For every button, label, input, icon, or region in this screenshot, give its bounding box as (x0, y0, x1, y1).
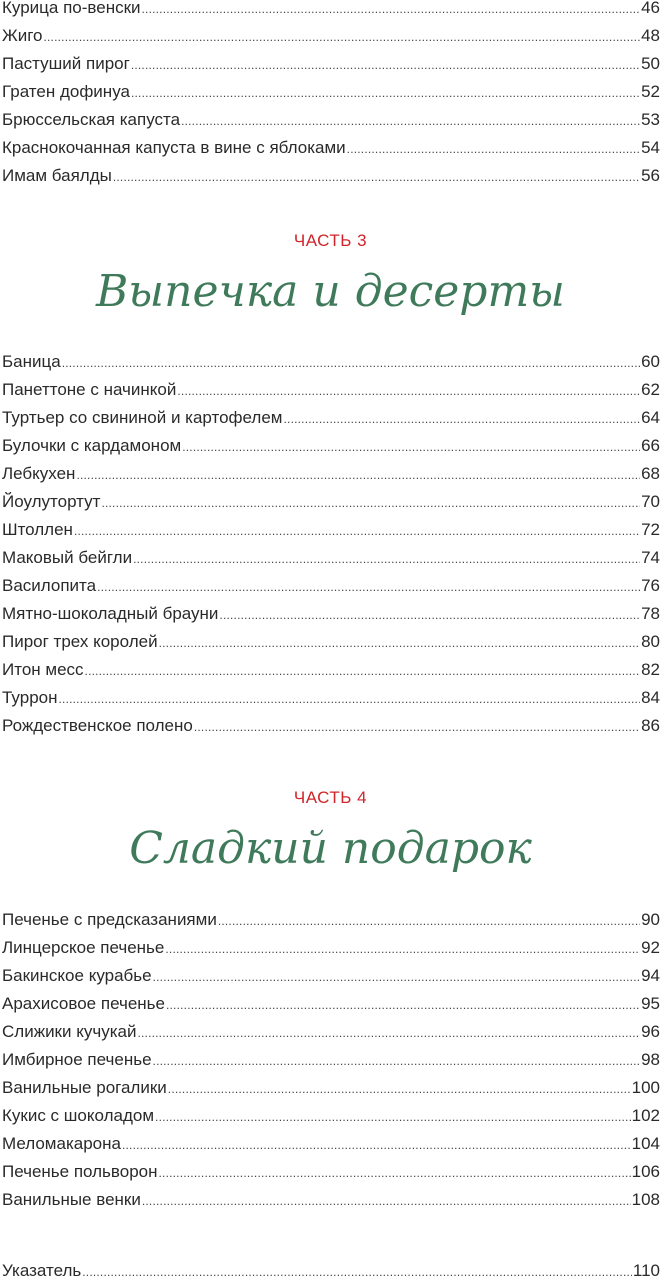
toc-entry-page: 82 (641, 660, 660, 679)
toc-entry-page: 72 (641, 520, 660, 539)
toc-entry[interactable] (2, 1158, 660, 1186)
dot-leader (284, 405, 641, 433)
toc-entry-title: Йоулутортут (2, 492, 101, 511)
toc-index (2, 1257, 660, 1285)
toc-entry-page: 48 (641, 26, 660, 45)
toc-entry-page: 98 (641, 1050, 660, 1069)
toc-entry-page: 66 (641, 436, 660, 455)
toc-entry-title: Брюссельская капуста (2, 110, 181, 129)
toc-part-3 (2, 348, 660, 740)
toc-entry[interactable] (2, 460, 660, 488)
toc-entry-title: Бакинское курабье (2, 966, 152, 985)
toc-entry[interactable] (2, 516, 660, 544)
part-3-title: Выпечка и десерты (95, 266, 566, 317)
toc-entry-title: Булочки с кардамоном (2, 436, 182, 455)
toc-entry[interactable] (2, 1186, 660, 1214)
dot-leader (219, 601, 640, 629)
toc-entry[interactable] (2, 50, 660, 78)
dot-leader (74, 517, 640, 545)
toc-entry-page: 96 (641, 1022, 660, 1041)
toc-entry-title: Пастуший пирог (2, 54, 130, 73)
toc-entry[interactable] (2, 1130, 660, 1158)
toc-entry-title: Панеттоне с начинкой (2, 380, 177, 399)
toc-entry-page: 86 (641, 716, 660, 735)
dot-leader (133, 545, 640, 573)
toc-entry-title: Слижики кучукай (2, 1022, 137, 1041)
toc-entry-title: Краснокочанная капуста в вине с яблоками (2, 138, 346, 157)
dot-leader (101, 489, 640, 517)
dot-leader (142, 1187, 631, 1215)
toc-entry[interactable] (2, 656, 660, 684)
dot-leader (137, 1019, 640, 1047)
toc-entry-page: 52 (641, 82, 660, 101)
toc-entry-title: Маковый бейгли (2, 548, 133, 567)
toc-entry-page: 104 (631, 1134, 660, 1153)
toc-entry-title: Жиго (2, 26, 43, 45)
toc-entry[interactable] (2, 1102, 660, 1130)
dot-leader (155, 1103, 631, 1131)
toc-entry-page: 74 (641, 548, 660, 567)
dot-leader (194, 713, 640, 741)
toc-entry-title: Ванильные рогалики (2, 1078, 167, 1097)
toc-entry[interactable] (2, 712, 660, 740)
toc-entry[interactable] (2, 628, 660, 656)
toc-entry[interactable] (2, 348, 660, 376)
toc-entry[interactable] (2, 962, 660, 990)
dot-leader (166, 991, 640, 1019)
part-4-title: Сладкий подарок (129, 823, 532, 874)
toc-entry-page: 46 (641, 0, 660, 17)
toc-entry-title: Гратен дофинуа (2, 82, 130, 101)
toc-entry-index[interactable] (2, 1257, 660, 1285)
dot-leader (62, 349, 640, 377)
dot-leader (82, 1258, 632, 1286)
toc-entry-page: 54 (641, 138, 660, 157)
toc-entry[interactable] (2, 990, 660, 1018)
dot-leader (122, 1131, 631, 1159)
toc-entry[interactable] (2, 600, 660, 628)
toc-entry-page: 102 (631, 1106, 660, 1125)
toc-entry[interactable] (2, 22, 660, 50)
toc-entry-title: Имам баялды (2, 166, 112, 185)
toc-entry-page: 94 (641, 966, 660, 985)
toc-entry-page: 68 (641, 464, 660, 483)
toc-entry-page: 53 (641, 110, 660, 129)
toc-entry-page: 92 (641, 938, 660, 957)
toc-entry[interactable] (2, 162, 660, 190)
toc-entry[interactable] (2, 488, 660, 516)
toc-section-top (2, 0, 660, 190)
toc-entry-page: 76 (641, 576, 660, 595)
dot-leader (142, 0, 641, 23)
toc-entry-title: Баница (2, 352, 61, 371)
toc-entry-title: Имбирное печенье (2, 1050, 152, 1069)
toc-entry-page: 64 (641, 408, 660, 427)
toc-entry-title: Линцерское печенье (2, 938, 165, 957)
toc-entry-title: Лебкухен (2, 464, 76, 483)
toc-entry[interactable] (2, 0, 660, 22)
dot-leader (347, 135, 640, 163)
toc-entry[interactable] (2, 432, 660, 460)
toc-entry-page: 108 (631, 1190, 660, 1209)
toc-entry-page: 90 (641, 910, 660, 929)
toc-entry-page: 110 (632, 1261, 660, 1280)
toc-entry[interactable] (2, 934, 660, 962)
dot-leader (182, 433, 640, 461)
toc-entry[interactable] (2, 134, 660, 162)
toc-entry[interactable] (2, 906, 660, 934)
toc-entry[interactable] (2, 684, 660, 712)
dot-leader (177, 377, 640, 405)
toc-entry-page: 95 (641, 994, 660, 1013)
toc-entry[interactable] (2, 1046, 660, 1074)
dot-leader (43, 23, 640, 51)
toc-entry-title: Печенье с предсказаниями (2, 910, 217, 929)
toc-entry-title: Кукис с шоколадом (2, 1106, 155, 1125)
toc-entry-page: 100 (631, 1078, 660, 1097)
toc-entry[interactable] (2, 106, 660, 134)
toc-entry-title: Итон месс (2, 660, 84, 679)
toc-entry-title: Рождественское полено (2, 716, 193, 735)
toc-entry-page: 106 (631, 1162, 660, 1181)
dot-leader (181, 107, 640, 135)
toc-entry-title: Меломакарона (2, 1134, 121, 1153)
dot-leader (165, 935, 640, 963)
toc-entry-title: Штоллен (2, 520, 73, 539)
toc-entry[interactable] (2, 376, 660, 404)
toc-entry[interactable] (2, 1018, 660, 1046)
toc-entry-page: 84 (641, 688, 660, 707)
toc-entry-page: 80 (641, 632, 660, 651)
part-4-label: ЧАСТЬ 4 (293, 788, 368, 807)
dot-leader (159, 629, 640, 657)
toc-entry-page: 56 (641, 166, 660, 185)
toc-entry-title: Ванильные венки (2, 1190, 141, 1209)
toc-entry-page: 62 (641, 380, 660, 399)
dot-leader (168, 1075, 631, 1103)
dot-leader (131, 51, 640, 79)
toc-entry-title: Мятно-шоколадный брауни (2, 604, 219, 623)
toc-entry-title: Курица по-венски (2, 0, 141, 17)
toc-entry-title: Пирог трех королей (2, 632, 158, 651)
dot-leader (218, 907, 640, 935)
toc-entry-title: Туррон (2, 688, 58, 707)
toc-part-4 (2, 906, 660, 1214)
toc-entry-title: Указатель (2, 1261, 82, 1280)
toc-entry[interactable] (2, 78, 660, 106)
dot-leader (153, 963, 640, 991)
dot-leader (85, 657, 641, 685)
toc-entry[interactable] (2, 572, 660, 600)
dot-leader (159, 1159, 631, 1187)
toc-entry-page: 60 (641, 352, 660, 371)
toc-entry-page: 70 (641, 492, 660, 511)
part-3-label: ЧАСТЬ 3 (293, 231, 368, 250)
toc-entry[interactable] (2, 544, 660, 572)
dot-leader (113, 163, 640, 191)
toc-entry-title: Печенье польворон (2, 1162, 158, 1181)
dot-leader (59, 685, 641, 713)
dot-leader (153, 1047, 641, 1075)
dot-leader (97, 573, 640, 601)
toc-entry[interactable] (2, 404, 660, 432)
dot-leader (131, 79, 640, 107)
dot-leader (76, 461, 640, 489)
toc-entry-title: Василопита (2, 576, 97, 595)
toc-entry-title: Туртьер со свининой и картофелем (2, 408, 283, 427)
toc-entry[interactable] (2, 1074, 660, 1102)
toc-entry-title: Арахисовое печенье (2, 994, 165, 1013)
toc-entry-page: 50 (641, 54, 660, 73)
toc-entry-page: 78 (641, 604, 660, 623)
